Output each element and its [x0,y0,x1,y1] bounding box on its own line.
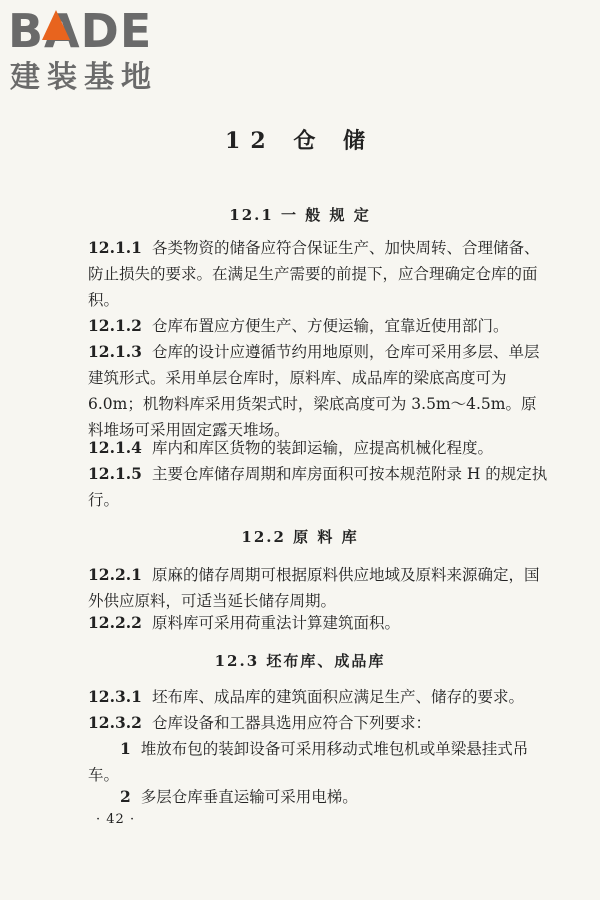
clause-12-3-1 [88,684,548,710]
clause-number: 12.1.5 [88,464,142,483]
page-number: · 42 · [96,812,136,827]
clause-text: 仓库的设计应遵循节约用地原则，仓库可采用多层、单层建筑形式。采用单层仓库时，原料库、成品库的梁底高度可为6.0m；机物料库采用货架式时，梁底高度可为 3.5m～4.5m。原料堆场可采用固定露天堆场。 [88,343,540,439]
clause-12-1-1 [88,235,548,313]
logo-subtitle: 建装基地 [10,60,158,95]
clause-text: 仓库布置应方便生产、方便运输，宜靠近使用部门。 [151,317,509,335]
clause-12-2-1 [88,562,548,614]
clause-text: 原麻的储存周期可根据原料供应地域及原料来源确定，国外供应原料，可适当延长储存周期。 [88,566,540,610]
chapter-name: 仓 储 [293,128,375,154]
list-item-1 [88,736,548,788]
clause-text: 原料库可采用荷重法计算建筑面积。 [151,614,400,632]
clause-12-1-5 [88,461,548,513]
clause-12-1-4 [88,435,548,461]
clause-text: 各类物资的储备应符合保证生产、加快周转、合理储备、防止损失的要求。在满足生产需要的前提下，应合理确定仓库的面积。 [88,239,540,309]
clause-number: 12.3.2 [88,713,142,732]
logo-accent-triangle [42,10,70,40]
item-text: 多层仓库垂直运输可采用电梯。 [140,788,358,806]
clause-12-2-2 [88,610,548,636]
clause-number: 12.3.1 [88,687,142,706]
clause-number: 12.1.1 [88,238,142,257]
clause-number: 12.1.2 [88,316,142,335]
clause-number: 12.1.3 [88,342,142,361]
clause-12-3-2 [88,710,548,736]
section-title-12-1: 12.1 一 般 规 定 [229,206,371,224]
section-title-12-2: 12.2 原 料 库 [241,528,359,546]
chapter-number: 12 [225,128,276,154]
clause-text: 仓库设备和工器具选用应符合下列要求： [151,714,431,732]
clause-text: 坯布库、成品库的建筑面积应满足生产、储存的要求。 [151,688,524,706]
clause-number: 12.2.1 [88,565,142,584]
clause-12-1-3 [88,339,548,443]
clause-number: 12.1.4 [88,438,142,457]
item-number: 1 [120,739,131,758]
clause-number: 12.2.2 [88,613,142,632]
item-text: 堆放布包的装卸设备可采用移动式堆包机或单梁悬挂式吊车。 [88,740,529,784]
section-title-12-3: 12.3 坯布库、成品库 [214,652,386,670]
clause-12-1-2 [88,313,548,339]
chapter-title [0,124,600,155]
logo-wordmark: BADE [8,4,153,58]
list-item-2 [88,784,548,810]
item-number: 2 [120,787,131,806]
clause-text: 库内和库区货物的装卸运输，应提高机械化程度。 [151,439,493,457]
clause-text: 主要仓库储存周期和库房面积可按本规范附录 H 的规定执行。 [88,465,548,509]
